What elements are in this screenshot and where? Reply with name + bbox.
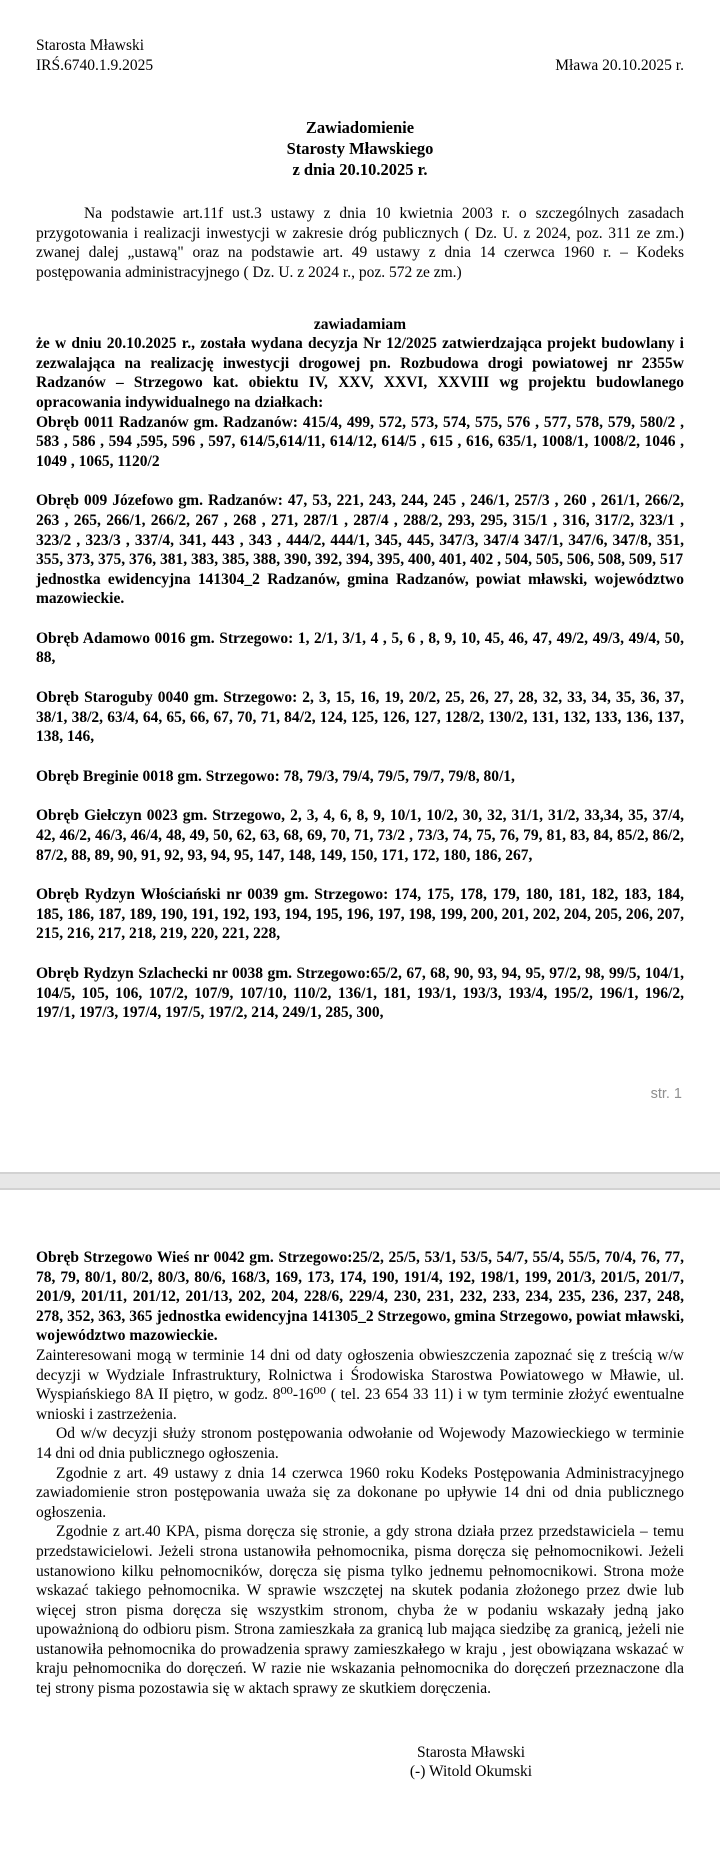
document-page-2 (0, 1190, 720, 1850)
page-number: str. 1 (650, 1086, 682, 1102)
title-line-2: Starosty Mławskiego (286, 139, 434, 159)
signature-name: (-) Witold Okumski (409, 1763, 533, 1781)
sender-name: Starosta Mławski (36, 37, 145, 54)
case-number: IRŚ.6740.1.9.2025 (36, 56, 154, 74)
document-header (36, 36, 684, 75)
registration-unit-radzanow: jednostka ewidencyjna 141304_2 Radzanów, gmina Radzanów, powiat mławski, województwo mazowieckie. (36, 570, 684, 608)
signature-title: Starosta Mławski (416, 1743, 526, 1761)
title-line-3: z dnia 20.10.2025 r. (292, 160, 428, 180)
decision-paragraph: że w dniu 20.10.2025 r., została wydana decyzja Nr 12/2025 zatwierdzająca projekt budowlany i zezwalająca na realizację inwestycji drogowej pn. Rozbudowa drogi powiatowej nr 2355w Radzanów – Strzegowo kat. obiektu IV, XXV, XXVI, XXVIII wg projektu budowlanego opracowania indywidualnego na działkach: (36, 335, 684, 411)
parcel-block-adamowo-0016: Obręb Adamowo 0016 gm. Strzegowo: 1, 2/1, 3/1, 4 , 5, 6 , 8, 9, 10, 45, 46, 47, 49/2, 49/3, 49/4, 50, 88, (36, 629, 684, 667)
page-separator (0, 1172, 720, 1190)
document-title (36, 117, 684, 180)
header-left (36, 36, 153, 75)
place-and-date: Mława 20.10.2025 r. (555, 56, 684, 74)
parcel-block-breginie-0018: Obręb Breginie 0018 gm. Strzegowo: 78, 79/3, 79/4, 79/5, 79/7, 79/8, 80/1, (36, 767, 515, 785)
title-line-1: Zawiadomienie (305, 118, 415, 138)
art40-kpa-paragraph: Zgodnie z art.40 KPA, pisma doręcza się stronie, a gdy strona działa przez przedstawiciela – temu przedstawicielowi. Jeżeli strona ustanowiła pełnomocnika, pisma doręcza się pełnomocnikowi. Jeżeli ustanowiono kilku pełnomocników, doręcza się pisma tylko jednemu pełnomocnikowi. Strona może wskazać takiego pełnomocnika. W sprawie wszczętej na skutek podania złożonego przez dwie lub więcej stron pisma doręcza się wszystkim stronom, chyba że w podaniu wskazały jedną jako upoważnioną do odbioru pism. Strona zamieszkała za granicą lub mająca siedzibę za granicą, jeżeli nie ustanowiła pełnomocnika do prowadzenia sprawy zamieszkałego w kraju , jest obowiązana wskazać w kraju pełnomocnika do doręczeń. W razie nie wskazania pełnomocnika do doręczeń przeznaczone dla tej strony pisma pozostawia się w aktach sprawy ze skutkiem doręczenia. (36, 1523, 684, 1698)
notice-keyword: zawiadamiam (313, 315, 407, 333)
parcel-block-strzegowo-wies-0042: Obręb Strzegowo Wieś nr 0042 gm. Strzegowo:25/2, 25/5, 53/1, 53/5, 54/7, 55/4, 55/5, 70/4, 76, 77, 78, 79, 80/1, 80/2, 80/3, 80/6, 168/3, 169, 173, 174, 190, 191/4, 192, 198/1, 199, 201/3, 201/5, 201/7, 201/9, 201/11, 201/12, 201/13, 202, 204, 228/6, 229/4, 230, 231, 232, 233, 234, 235, 236, 237, 248, 278, 352, 363, 365 jednostka ewidencyjna 141305_2 Strzegowo, gmina Strzegowo, powiat mławski, województwo mazowieckie. (36, 1249, 684, 1345)
appeal-info-paragraph: Od w/w decyzji służy stronom postępowania odwołanie od Wojewody Mazowieckiego w terminie 14 dni od dnia publicznego ogłoszenia. (36, 1425, 684, 1462)
parcel-block-rydzyn-wloscianski-0039: Obręb Rydzyn Włościański nr 0039 gm. Strzegowo: 174, 175, 178, 179, 180, 181, 182, 183, 184, 185, 186, 187, 189, 190, 191, 192, 193, 194, 195, 196, 197, 198, 199, 200, 201, 202, 204, 205, 206, 207, 215, 216, 217, 218, 219, 220, 221, 228, (36, 886, 684, 943)
parcel-block-staroguby-0040: Obręb Staroguby 0040 gm. Strzegowo: 2, 3, 15, 16, 19, 20/2, 25, 26, 27, 28, 32, 33, 34, 35, 36, 37, 38/1, 38/2, 63/4, 64, 65, 66, 67, 70, 71, 84/2, 124, 125, 126, 127, 128/2, 130/2, 131, 132, 133, 136, 137, 138, 146, (36, 689, 684, 746)
parcel-block-radzanow-0011: Obręb 0011 Radzanów gm. Radzanów: 415/4, 499, 572, 573, 574, 575, 576 , 577, 578, 579, 580/2 , 583 , 586 , 594 ,595, 596 , 597, 614/5,614/11, 614/12, 614/5 , 615 , 616, 635/1, 1008/1, 1008/2, 1046 , 1049 , 1065, 1120/2 (36, 413, 684, 470)
parcel-block-rydzyn-szlachecki-0038: Obręb Rydzyn Szlachecki nr 0038 gm. Strzegowo:65/2, 67, 68, 90, 93, 94, 95, 97/2, 98, 99/5, 104/1, 104/5, 105, 106, 107/2, 107/9, 107/10, 110/2, 136/1, 181, 193/1, 193/3, 193/4, 195/2, 196/1, 196/2, 197/1, 197/3, 197/4, 197/5, 197/2, 214, 249/1, 285, 300, (36, 965, 684, 1022)
inspection-info-paragraph: Zainteresowani mogą w terminie 14 dni od daty ogłoszenia obwieszczenia zapoznać się z treścią w/w decyzji w Wydziale Infrastruktury, Rolnictwa i Środowiska Starostwa Powiatowego w Mławie, ul. Wyspiańskiego 8A II piętro, w godz. 8⁰⁰-16⁰⁰ ( tel. 23 654 33 11) i w tym terminie złożyć ewentualne wnioski i zastrzeżenia. (36, 1346, 684, 1423)
parcel-block-gielczyn-0023: Obręb Giełczyn 0023 gm. Strzegowo, 2, 3, 4, 6, 8, 9, 10/1, 10/2, 30, 32, 31/1, 31/2, 33,34, 35, 37/4, 42, 46/2, 46/3, 46/4, 48, 49, 50, 62, 63, 68, 69, 70, 71, 73/2 , 73/3, 74, 75, 76, 79, 81, 83, 84, 85/2, 86/2, 87/2, 88, 89, 90, 91, 92, 93, 94, 95, 147, 148, 149, 150, 171, 172, 180, 186, 267, (36, 807, 684, 864)
parcel-block-jozefowo-009: Obręb 009 Józefowo gm. Radzanów: 47, 53, 221, 243, 244, 245 , 246/1, 257/3 , 260 , 261/1, 266/2, 263 , 265, 266/1, 266/2, 267 , 268 , 271, 287/1 , 287/4 , 288/2, 293, 295, 315/1 , 316, 317/2, 323/1 , 323/2 , 323/3 , 337/4, 341, 443 , 343 , 444/2, 444/1, 345, 445, 347/3, 347/4 347/1, 347/6, 347/8, 351, 355, 373, 375, 376, 381, 383, 385, 388, 390, 392, 394, 395, 400, 401, 402 , 504, 505, 506, 508, 509, 517 (36, 492, 684, 569)
legal-basis-paragraph: Na podstawie art.11f ust.3 ustawy z dnia 10 kwietnia 2003 r. o szczególnych zasadach przygotowania i realizacji inwestycji w zakresie dróg publicznych ( Dz. U. z 2024, poz. 311 ze zm.) zwanej dalej „ustawą" oraz na podstawie art. 49 ustawy z dnia 14 czerwca 1960 r. – Kodeks postępowania administracyjnego ( Dz. U. z 2024 r., poz. 572 ze zm.) (36, 205, 684, 281)
art49-info-paragraph: Zgodnie z art. 49 ustawy z dnia 14 czerwca 1960 roku Kodeks Postępowania Administracyjnego zawiadomienie stron postępowania uważa się za dokonane po upływie 14 dni od dnia publicznego ogłoszenia. (36, 1464, 684, 1521)
signature-block (336, 1743, 606, 1782)
